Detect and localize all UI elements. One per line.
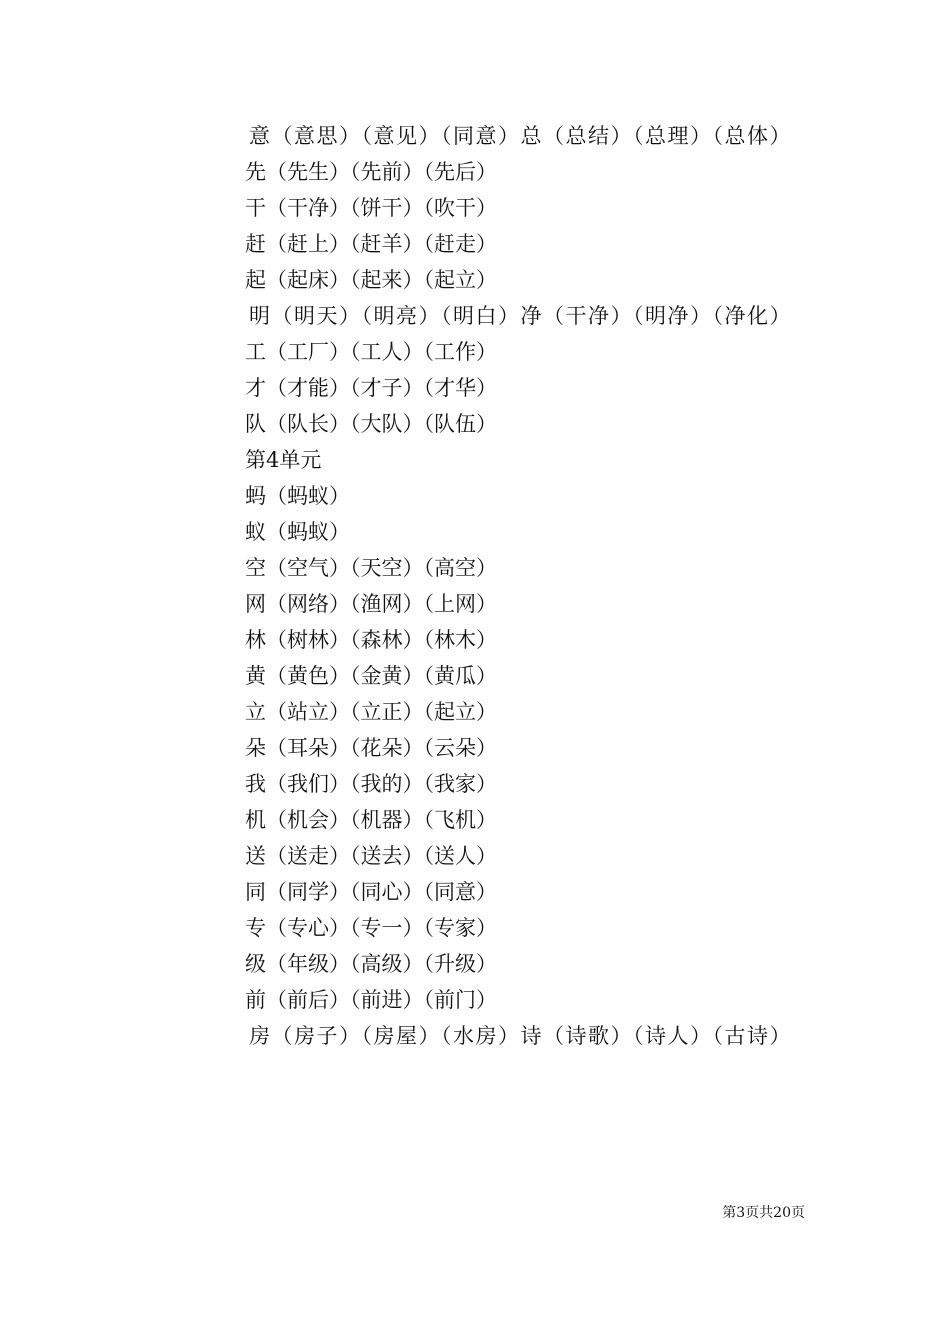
text-line: 我（我们）（我的）（我家） xyxy=(245,772,497,796)
text-line: 蚁（蚂蚁） xyxy=(245,520,350,544)
document-body xyxy=(145,118,805,1054)
text-line: 送（送走）（送去）（送人） xyxy=(245,844,497,868)
text-line: 机（机会）（机器）（飞机） xyxy=(245,808,497,832)
text-paragraph: 明（明天）（明亮）（明白）净（干净）（明净）（净化） xyxy=(249,304,792,328)
text-line: 先（先生）（先前）（先后） xyxy=(245,160,497,184)
text-line: 空（空气）（天空）（高空） xyxy=(245,556,497,580)
text-line: 立（站立）（立正）（起立） xyxy=(245,700,497,724)
text-line: 工（工厂）（工人）（工作） xyxy=(245,340,497,364)
text-line: 队（队长）（大队）（队伍） xyxy=(245,412,497,436)
text-line: 朵（耳朵）（花朵）（云朵） xyxy=(245,736,497,760)
text-line: 赶（赶上）（赶羊）（赶走） xyxy=(245,232,497,256)
text-line: 干（干净）（饼干）（吹干） xyxy=(245,196,497,220)
text-line: 才（才能）（才子）（才华） xyxy=(245,376,497,400)
text-line: 黄（黄色）（金黄）（黄瓜） xyxy=(245,664,497,688)
text-paragraph: 意（意思）（意见）（同意）总（总结）（总理）（总体） xyxy=(249,124,792,148)
text-line: 蚂（蚂蚁） xyxy=(245,484,350,508)
text-line: 起（起床）（起来）（起立） xyxy=(245,268,497,292)
text-line: 级（年级）（高级）（升级） xyxy=(245,952,497,976)
page-footer: 第3页共20页 xyxy=(722,1205,805,1221)
text-line: 网（网络）（渔网）（上网） xyxy=(245,592,497,616)
text-line: 同（同学）（同心）（同意） xyxy=(245,880,497,904)
text-line: 前（前后）（前进）（前门） xyxy=(245,988,497,1012)
text-paragraph: 房（房子）（房屋）（水房）诗（诗歌）（诗人）（古诗） xyxy=(249,1024,792,1048)
text-line: 专（专心）（专一）（专家） xyxy=(245,916,497,940)
text-line: 林（树林）（森林）（林木） xyxy=(245,628,497,652)
section-heading: 第4单元 xyxy=(245,448,322,472)
